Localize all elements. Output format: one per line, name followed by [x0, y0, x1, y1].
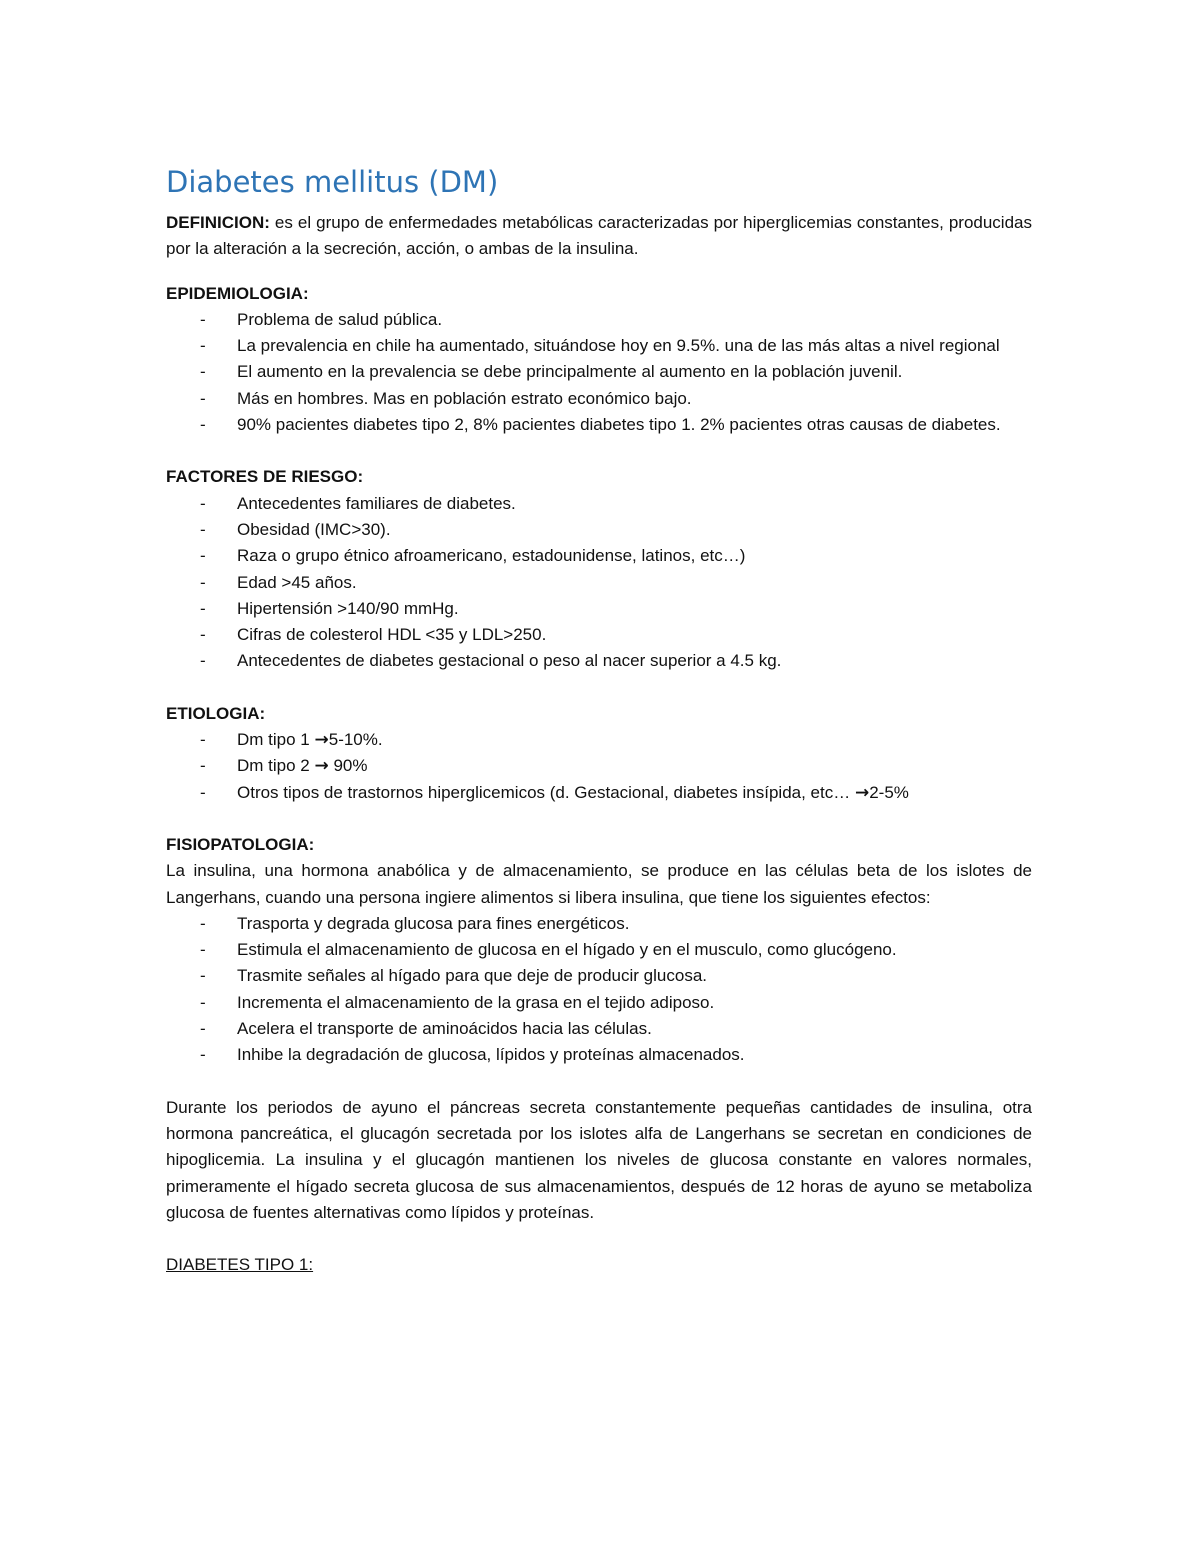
dash-bullet: -: [200, 756, 206, 776]
list-item: [166, 1016, 1032, 1042]
list-item-text: Incrementa el almacenamiento de la grasa en el tejido adiposo.: [237, 992, 715, 1012]
list-item-text: Hipertensión >140/90 mmHg.: [237, 598, 459, 618]
dash-bullet: -: [200, 913, 206, 933]
list-item: [166, 491, 1032, 517]
list-item: [166, 1042, 1032, 1068]
arrow-right-icon: →: [854, 782, 870, 803]
dash-bullet: -: [200, 1045, 206, 1065]
dash-bullet: -: [200, 362, 206, 382]
list-item: [166, 359, 1032, 385]
fisiopatologia-list: [166, 911, 1032, 1069]
list-item: [166, 753, 1032, 779]
list-item: [166, 543, 1032, 569]
list-item-text: Antecedentes de diabetes gestacional o peso al nacer superior a 4.5 kg.: [237, 651, 782, 671]
etiologia-list: [166, 727, 1032, 806]
list-item: [166, 780, 1032, 806]
list-item: [166, 333, 1032, 359]
ayuno-paragraph: Durante los periodos de ayuno el páncreas secreta constantemente pequeñas cantidades de insulina, otra hormona pancreática, el glucagón secretada por los islotes alfa de Langerhans se secretan en condiciones de hipoglicemia. La insulina y el glucagón mantienen los niveles de glucosa constante en valores normales, primeramente el hígado secreta glucosa de sus almacenamientos, después de 12 horas de ayuno se metaboliza glucosa de fuentes alternativas como lípidos y proteínas.: [166, 1097, 1032, 1222]
dash-bullet: -: [200, 493, 206, 513]
list-item: [166, 386, 1032, 412]
list-item-text: Inhibe la degradación de glucosa, lípidos y proteínas almacenados.: [237, 1045, 745, 1065]
list-item-text: Estimula el almacenamiento de glucosa en el hígado y en el musculo, como glucógeno.: [237, 940, 897, 960]
list-item-text: Dm tipo 1: [237, 730, 315, 750]
spacer: [166, 438, 1032, 464]
list-item-text: Otros tipos de trastornos hiperglicemicos (d. Gestacional, diabetes insípida, etc…: [237, 782, 855, 802]
spacer: [166, 675, 1032, 701]
list-item-text: 90% pacientes diabetes tipo 2, 8% pacientes diabetes tipo 1. 2% pacientes otras causas de diabetes.: [237, 415, 1001, 435]
dash-bullet: -: [200, 388, 206, 408]
dash-bullet: -: [200, 940, 206, 960]
list-item-value: 5-10%.: [328, 730, 383, 750]
fisiopatologia-intro: La insulina, una hormona anabólica y de almacenamiento, se produce en las células beta de los islotes de Langerhans, cuando una persona ingiere alimentos si libera insulina, que tiene los siguientes efectos:: [166, 861, 1032, 907]
list-item: [166, 648, 1032, 674]
epidemiologia-list: [166, 307, 1032, 438]
list-item-text: Dm tipo 2: [237, 756, 315, 776]
list-item-text: Acelera el transporte de aminoácidos hacia las células.: [237, 1019, 652, 1039]
diabetes-tipo1-heading: DIABETES TIPO 1:: [166, 1255, 314, 1275]
arrow-right-icon: →: [314, 730, 329, 751]
dash-bullet: -: [200, 415, 206, 435]
spacer: [166, 1069, 1032, 1095]
document-page: [166, 160, 1032, 1278]
list-item: [166, 307, 1032, 333]
definicion-label: DEFINICION:: [166, 213, 270, 232]
list-item-text: Cifras de colesterol HDL <35 y LDL>250.: [237, 625, 547, 645]
list-item: [166, 727, 1032, 753]
list-item-text: Problema de salud pública.: [237, 309, 443, 329]
definicion-text: es el grupo de enfermedades metabólicas caracterizadas por hiperglicemias constantes, producidas por la alteración a la secreción, acción, o ambas de la insulina.: [166, 213, 1032, 259]
list-item: [166, 990, 1032, 1016]
dash-bullet: -: [200, 598, 206, 618]
list-item-text: Antecedentes familiares de diabetes.: [237, 493, 516, 513]
dash-bullet: -: [200, 309, 206, 329]
dash-bullet: -: [200, 519, 206, 539]
list-item-value: 2-5%: [869, 782, 909, 802]
list-item: [166, 963, 1032, 989]
dash-bullet: -: [200, 730, 206, 750]
list-item-value: 90%: [328, 756, 368, 776]
list-item-text: Obesidad (IMC>30).: [237, 519, 391, 539]
arrow-right-icon: →: [314, 756, 329, 777]
list-item: [166, 937, 1032, 963]
spacer: [166, 263, 1032, 281]
document-title: Diabetes mellitus (DM): [166, 165, 499, 199]
list-item: [166, 911, 1032, 937]
dash-bullet: -: [200, 546, 206, 566]
list-item-text: Más en hombres. Mas en población estrato económico bajo.: [237, 388, 692, 408]
spacer: [166, 1226, 1032, 1252]
list-item: [166, 596, 1032, 622]
dash-bullet: -: [200, 336, 206, 356]
list-item-text: Trasporta y degrada glucosa para fines energéticos.: [237, 913, 630, 933]
list-item-text: Trasmite señales al hígado para que deje de producir glucosa.: [237, 966, 707, 986]
etiologia-heading: ETIOLOGIA:: [166, 703, 266, 723]
dash-bullet: -: [200, 572, 206, 592]
dash-bullet: -: [200, 625, 206, 645]
definicion-paragraph: [166, 210, 1032, 263]
list-item: [166, 622, 1032, 648]
list-item: [166, 570, 1032, 596]
fisiopatologia-heading: FISIOPATOLOGIA:: [166, 834, 315, 854]
dash-bullet: -: [200, 966, 206, 986]
list-item-text: La prevalencia en chile ha aumentado, situándose hoy en 9.5%. una de las más altas a nivel regional: [237, 336, 1000, 356]
spacer: [166, 806, 1032, 832]
list-item-text: Edad >45 años.: [237, 572, 357, 592]
list-item: [166, 517, 1032, 543]
list-item-text: El aumento en la prevalencia se debe principalmente al aumento en la población juvenil.: [237, 362, 903, 382]
dash-bullet: -: [200, 992, 206, 1012]
factores-heading: FACTORES DE RIESGO:: [166, 467, 364, 487]
dash-bullet: -: [200, 782, 206, 802]
factores-list: [166, 491, 1032, 675]
list-item: [166, 412, 1032, 438]
dash-bullet: -: [200, 651, 206, 671]
dash-bullet: -: [200, 1019, 206, 1039]
epidemiologia-heading: EPIDEMIOLOGIA:: [166, 283, 309, 303]
list-item-text: Raza o grupo étnico afroamericano, estadounidense, latinos, etc…): [237, 546, 746, 566]
